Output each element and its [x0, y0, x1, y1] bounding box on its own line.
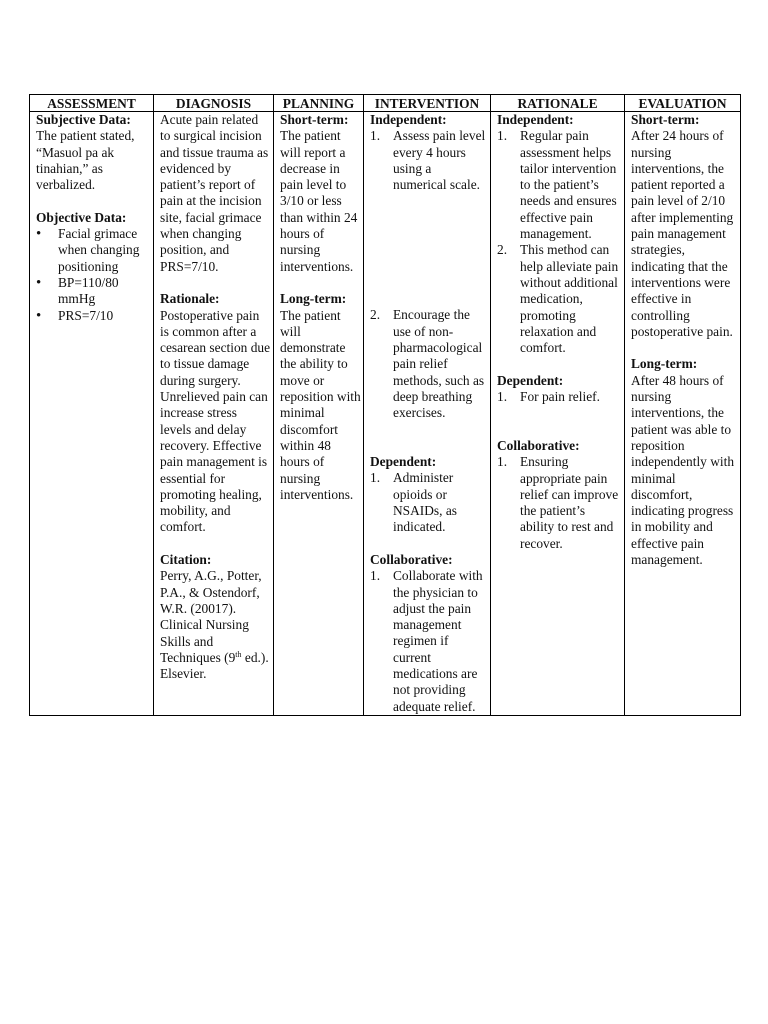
evaluation-long-term-label: Long-term:	[631, 356, 698, 372]
rationale-independent-label: Independent:	[497, 112, 574, 127]
rationale-cell	[491, 112, 625, 716]
item-text: Collaborate with the physician to adjust the pain management regimen if current medications are not providing adequate relief.	[393, 568, 483, 714]
subjective-data-label: Subjective Data:	[36, 112, 131, 127]
nursing-care-plan-table	[29, 94, 741, 716]
intervention-collaborative-label: Collaborative:	[370, 551, 453, 567]
item-number: 1.	[370, 128, 381, 144]
item-number: 1.	[497, 389, 508, 405]
intervention-item	[370, 470, 488, 535]
citation-superscript: th	[235, 649, 242, 659]
planning-short-term-label: Short-term:	[280, 112, 349, 127]
intervention-independent-label: Independent:	[370, 112, 447, 127]
objective-item: • PRS=7/10	[36, 308, 151, 324]
rationale-item	[497, 454, 622, 552]
header-evaluation: EVALUATION	[625, 95, 741, 112]
item-number: 2.	[497, 242, 508, 258]
item-number: 2.	[370, 307, 381, 323]
item-number: 1.	[497, 454, 508, 470]
item-number: 1.	[497, 128, 508, 144]
intervention-dependent-label: Dependent:	[370, 454, 437, 470]
objective-data-list	[36, 226, 151, 324]
planning-long-term-text: The patient will demonstrate the ability to move or reposition with minimal discomfort within 48 hours of nursing interventions.	[280, 307, 361, 502]
rationale-item	[497, 389, 622, 405]
objective-item: • BP=110/80 mmHg	[36, 275, 151, 308]
item-text: Ensuring appropriate pain relief can improve the patient’s ability to rest and recover.	[520, 454, 619, 551]
intervention-cell	[364, 112, 491, 716]
intervention-item	[370, 568, 488, 715]
header-assessment: ASSESSMENT	[30, 95, 154, 112]
assessment-cell	[30, 112, 154, 716]
planning-long-term-label: Long-term:	[280, 291, 347, 307]
diagnosis-rationale-text: Postoperative pain is common after a cesarean section due to tissue damage during surgery. Unrelieved pain can increase stress levels and delay recovery. Effective pain management is essential for promoting healing, mobility, and comfort.	[160, 307, 271, 535]
header-planning: PLANNING	[274, 95, 364, 112]
citation-text	[160, 568, 271, 682]
header-intervention: INTERVENTION	[364, 95, 491, 112]
item-text: For pain relief.	[520, 389, 600, 405]
diagnosis-rationale-label: Rationale:	[160, 291, 220, 307]
evaluation-short-term-text: After 24 hours of nursing interventions, the patient reported a pain level of 2/10 after implementing pain management strategies, indicating that the interventions were effective in controlling postoperative pain.	[631, 128, 734, 339]
rationale-dependent-label: Dependent:	[497, 372, 564, 388]
item-number: 1.	[370, 470, 381, 486]
evaluation-short-term-label: Short-term:	[631, 112, 700, 127]
diagnosis-cell	[154, 112, 274, 716]
evaluation-cell	[625, 112, 741, 716]
citation-main: Perry, A.G., Potter, P.A., & Ostendorf, W.R. (20017). Clinical Nursing Skills and Techniques (9	[160, 568, 262, 665]
header-row	[30, 95, 741, 112]
objective-item: • Facial grimace when changing positioning	[36, 226, 151, 275]
diagnosis-text: Acute pain related to surgical incision and tissue trauma as evidenced by patient’s report of pain at the incision site, facial grimace when changing position, and PRS=7/10.	[160, 112, 269, 274]
planning-short-term-text: The patient will report a decrease in pain level to 3/10 or less than within 24 hours of nursing interventions.	[280, 128, 358, 274]
item-text: Encourage the use of non-pharmacological pain relief methods, such as deep breathing exercises.	[393, 307, 485, 421]
item-text: This method can help alleviate pain without additional medication, promoting relaxation and comfort.	[520, 242, 619, 356]
evaluation-long-term-text: After 48 hours of nursing interventions, the patient was able to reposition independently with minimal discomfort, indicating progress in mobility and effective pain management.	[631, 372, 735, 568]
item-text: Administer opioids or NSAIDs, as indicated.	[393, 470, 457, 535]
item-text: Regular pain assessment helps tailor intervention to the patient’s needs and ensures effective pain management.	[520, 128, 617, 242]
citation-end: ed.). Elsevier.	[160, 649, 269, 682]
subjective-data-text: The patient stated, “Masuol pa ak tinahian,” as verbalized.	[36, 128, 135, 193]
rationale-item	[497, 128, 622, 242]
intervention-item	[370, 128, 488, 193]
header-diagnosis: DIAGNOSIS	[154, 95, 274, 112]
citation-label: Citation:	[160, 552, 212, 568]
planning-cell	[274, 112, 364, 716]
item-number: 1.	[370, 568, 381, 584]
header-rationale: RATIONALE	[491, 95, 625, 112]
intervention-item	[370, 307, 488, 421]
content-row	[30, 112, 741, 716]
rationale-collaborative-label: Collaborative:	[497, 437, 580, 453]
rationale-item	[497, 242, 622, 356]
item-text: Assess pain level every 4 hours using a numerical scale.	[393, 128, 486, 193]
objective-data-label: Objective Data:	[36, 209, 127, 225]
